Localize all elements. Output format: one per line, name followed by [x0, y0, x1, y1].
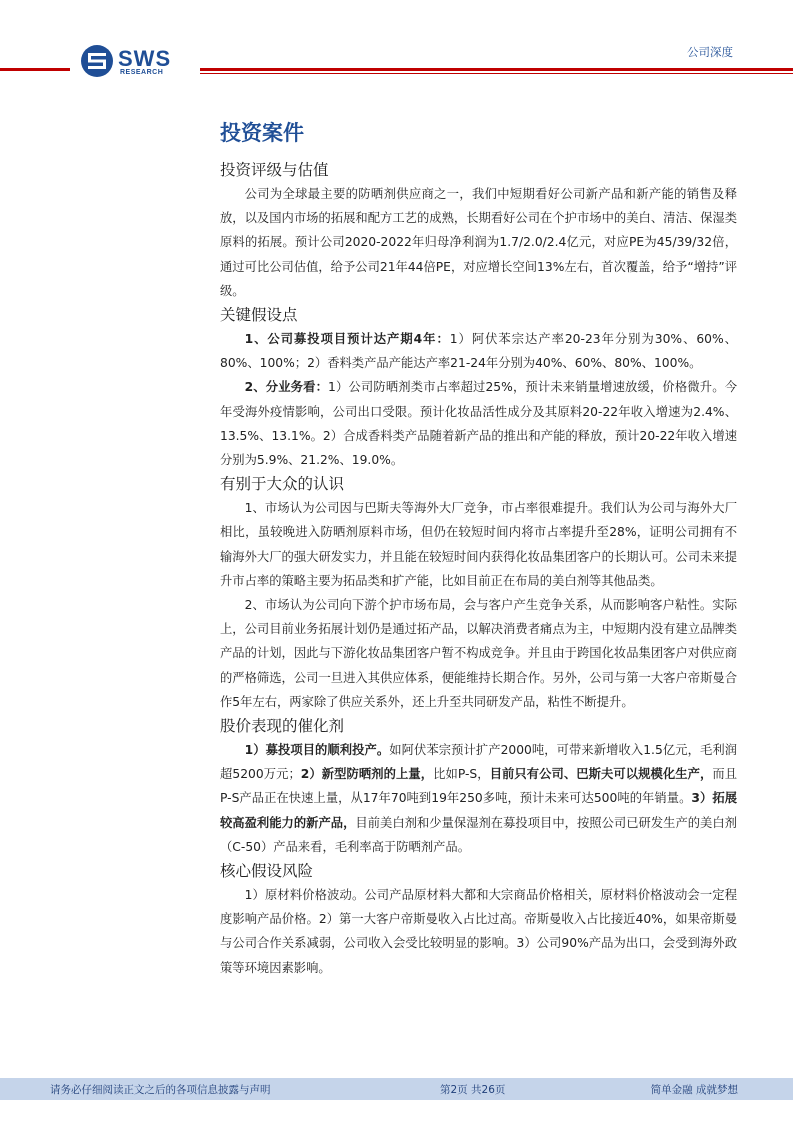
assumption-paragraph-2 — [220, 375, 737, 472]
section-heading-valuation: 投资评级与估值 — [220, 161, 329, 179]
sws-logo-icon — [80, 44, 114, 78]
risks-paragraph: 1）原材料价格波动。公司产品原材料大都和大宗商品价格相关，原材料价格波动会一定程度影响产品价格。2）第一大客户帝斯曼收入占比过高。帝斯曼收入占比接近40%，如果帝斯曼与公司合作关系减弱，公司收入会受比较明显的影响。3）公司90%产品为出口，会受到海外政策等环境因素影响。 — [220, 888, 737, 975]
assumption-1-text: 1）阿伏苯宗达产率20-23年分别为30%、60%、80%、100%；2）香料类产品产能达产率21-24年分别为40%、60%、80%、100%。 — [220, 332, 737, 371]
catalysts-paragraph — [220, 738, 737, 859]
view-paragraph-2: 2、市场认为公司向下游个护市场布局，会与客户产生竞争关系，从而影响客户粘性。实际上，公司目前业务拓展计划仍是通过拓产品，以解决消费者痛点为主，中短期内没有建立品牌类产品的计划，因此与下游化妆品集团客户暂不构成竞争。并且由于跨国化妆品集团客户对供应商的严格筛选，公司一旦进入其供应体系，便能维持长期合作。另外，公司与第一大客户帝斯曼合作5年左右，两家除了供应关系外，还上升至共同研发产品，粘性不断提升。 — [220, 598, 737, 709]
header-rule-right — [200, 68, 793, 71]
section-heading-differentiated-view: 有别于大众的认识 — [220, 475, 345, 494]
assumption-2-lead: 2、分业务看： — [244, 380, 329, 395]
catalyst-3-lead: 3）拓展较高盈利能力的新产品， — [220, 791, 737, 830]
logo-subtext: RESEARCH — [120, 69, 164, 76]
catalyst-2-text: 比如P-S， — [433, 767, 490, 782]
catalyst-1-text: 如阿伏苯宗预计扩产2000吨，可带来新增收入1.5亿元，毛利润超5200万元； — [220, 743, 737, 782]
assumption-1-lead: 1、公司募投项目预计达产期4年： — [244, 332, 450, 347]
footer-slogan: 简单金融 成就梦想 — [650, 1084, 738, 1096]
catalyst-2b-text: 而且P-S产品正在快速上量，从17年70吨到19年250多吨，预计未来可达500吨的年销量。 — [220, 767, 737, 806]
section-heading-risks: 核心假设风险 — [220, 862, 314, 881]
catalyst-1-lead: 1）募投项目的顺利投产。 — [244, 743, 390, 758]
page-footer — [0, 1078, 793, 1100]
valuation-paragraph: 公司为全球最主要的防晒剂供应商之一，我们中短期看好公司新产品和新产能的销售及释放，以及国内市场的拓展和配方工艺的成熟，长期看好公司在个护市场中的美白、清洁、保湿类原料的拓展。预计公司2020-2022年归母净利润为1.7/2.0/2.4亿元，对应PE为45/39/32倍，通过可比公司估值，给予公司21年44倍PE，对应增长空间13%左右，首次覆盖，给予“增持”评级。 — [220, 187, 737, 298]
assumption-paragraph-1 — [220, 327, 737, 375]
logo-text: SWS — [118, 46, 172, 71]
document-type-label: 公司深度 — [687, 45, 733, 59]
catalyst-2-lead: 2）新型防晒剂的上量， — [300, 767, 434, 782]
view-paragraph-1: 1、市场认为公司因与巴斯夫等海外大厂竞争，市占率很难提升。我们认为公司与海外大厂相比，虽较晚进入防晒剂原料市场，但仍在较短时间内将市占率提升至28%，证明公司拥有不输海外大厂的强大研发实力，并且能在较短时间内获得化妆品集团客户的长期认可。公司未来提升市占率的策略主要为拓品类和扩产能，比如目前正在布局的美白剂等其他品类。 — [220, 501, 737, 588]
footer-disclaimer: 请务必仔细阅读正文之后的各项信息披露与声明 — [50, 1084, 271, 1096]
catalyst-3-text: 目前美白剂和少量保湿剂在募投项目中，按照公司已研发生产的美白剂（C-50）产品来看，毛利率高于防晒剂产品。 — [220, 815, 737, 854]
header-rule-left — [0, 68, 70, 71]
catalyst-2b-lead: 目前只有公司、巴斯夫可以规模化生产， — [489, 767, 713, 782]
main-content — [220, 118, 737, 980]
header-rule-thin — [200, 73, 793, 74]
section-heading-catalysts: 股价表现的催化剂 — [220, 717, 345, 736]
page-title: 投资案件 — [220, 121, 304, 145]
assumption-2-text: 1）公司防晒剂类市占率超过25%，预计未来销量增速放缓，价格微升。今年受海外疫情影响，公司出口受限。预计化妆品活性成分及其原料20-22年收入增速为2.4%、13.5%、13.1%。2）合成香料类产品随着新产品的推出和产能的释放，预计20-22年收入增速分别为5.9%、21.2%、19.0%。 — [220, 380, 737, 468]
footer-page-number: 第2页 共26页 — [440, 1084, 506, 1096]
sws-logo — [80, 44, 190, 80]
section-heading-assumptions: 关键假设点 — [220, 306, 298, 325]
page-header — [0, 0, 793, 90]
